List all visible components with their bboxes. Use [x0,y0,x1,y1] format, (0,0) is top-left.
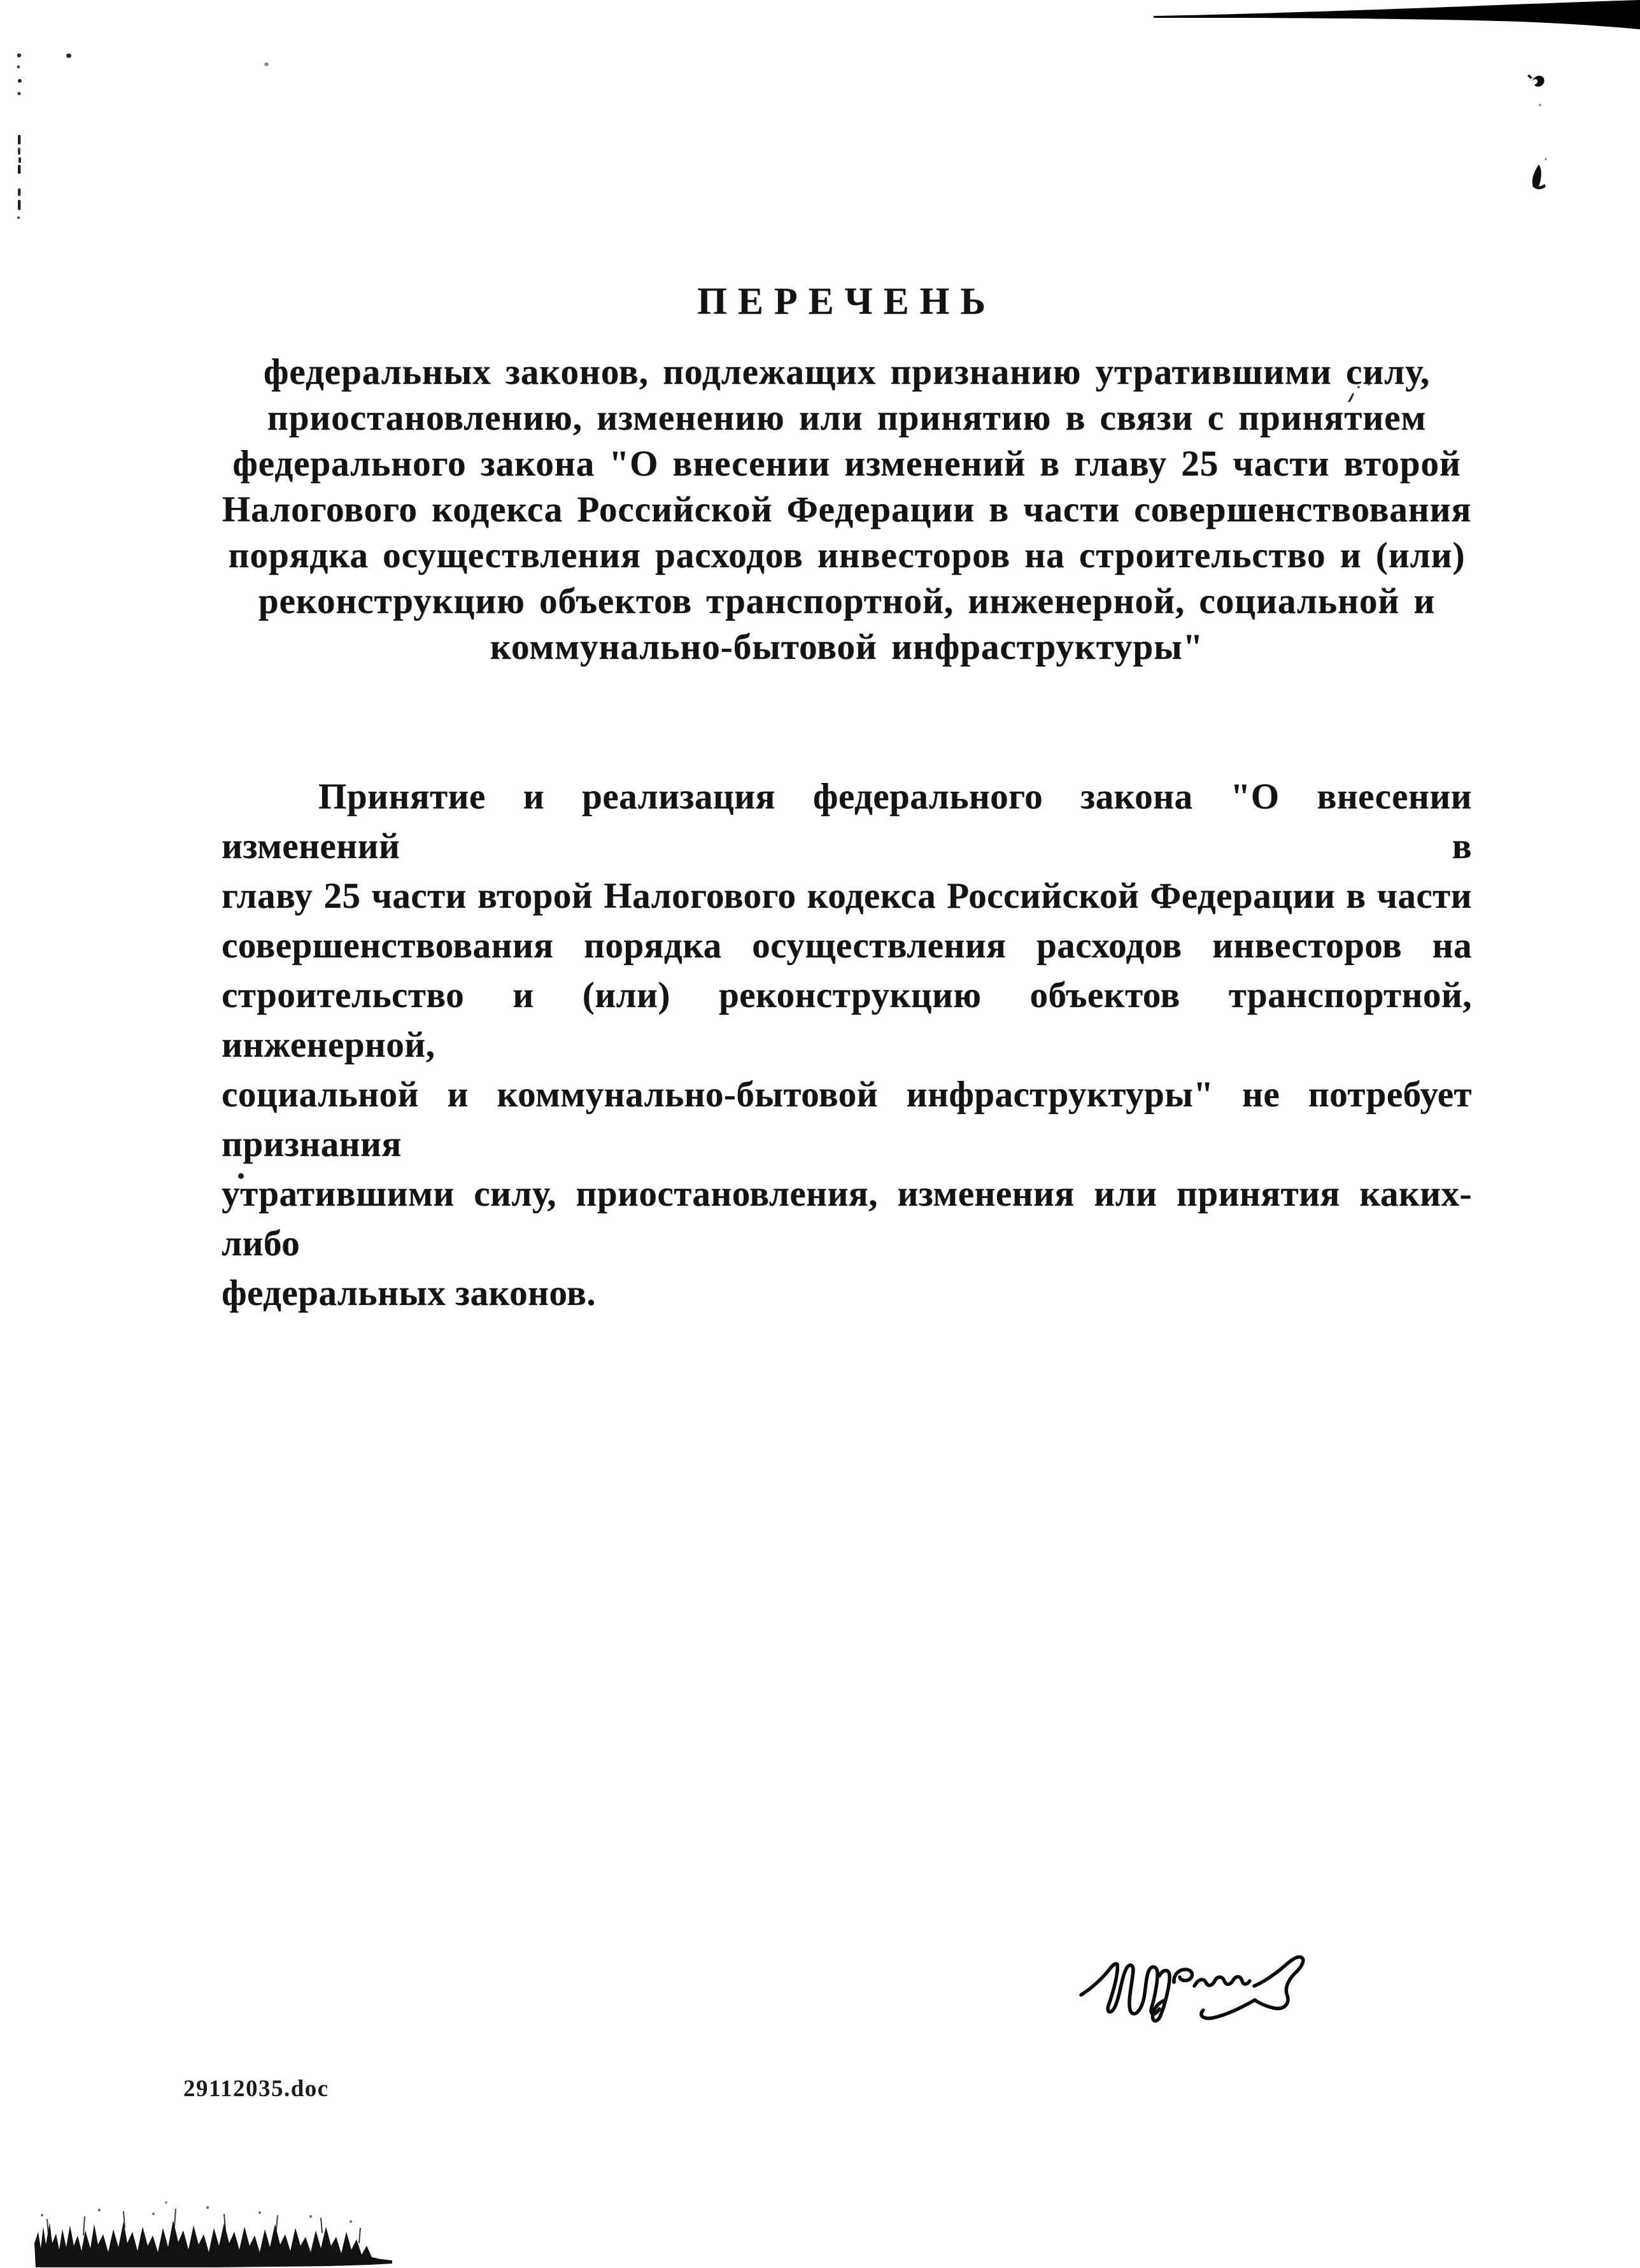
signature [1077,1943,1327,2033]
scan-smudge [23,2197,405,2268]
subtitle-line: коммунально-бытовой инфраструктуры" [490,627,1204,667]
scan-edge-bar [1154,0,1640,33]
scan-speck [66,53,71,58]
document-subtitle [222,349,1472,670]
body-line: утратившими силу, приостановления, изменения или принятия каких-либо [222,1174,1472,1264]
ink-mark-top [1532,76,1545,87]
document-body [222,772,1472,1318]
subtitle-line: федерального закона "О внесении изменений в главу 25 части второй [232,444,1461,484]
subtitle-line: порядка осуществления расходов инвесторов на строительство и (или) [228,535,1466,575]
body-line: федеральных законов. [222,1273,596,1313]
subtitle-line: приостановлению, изменению или принятию в связи с принятием [267,398,1427,438]
body-line: совершенствования порядка осуществления расходов инвесторов на [222,926,1472,966]
subtitle-line: реконструкцию объектов транспортной, инженерной, социальной и [258,581,1436,621]
scan-specks [5,38,94,223]
subtitle-line: Налогового кодекса Российской Федерации в части совершенствования [222,490,1472,530]
subtitle-line: федеральных законов, подлежащих признанию утратившими силу, [263,352,1431,392]
file-name: 29112035.doc [183,2076,329,2102]
scan-speck [264,62,269,66]
body-line: социальной и коммунально-бытовой инфраструктуры" не потребует признания [222,1074,1472,1164]
body-line: Принятие и реализация федерального закона "О внесении изменений в [222,777,1472,866]
ink-marks-right [1523,69,1556,196]
body-line: строительство и (или) реконструкцию объектов транспортной, инженерной, [222,975,1472,1065]
body-line: главу 25 части второй Налогового кодекса Российской Федерации в части [222,876,1472,916]
document-title: ПЕРЕЧЕНЬ [697,280,996,322]
